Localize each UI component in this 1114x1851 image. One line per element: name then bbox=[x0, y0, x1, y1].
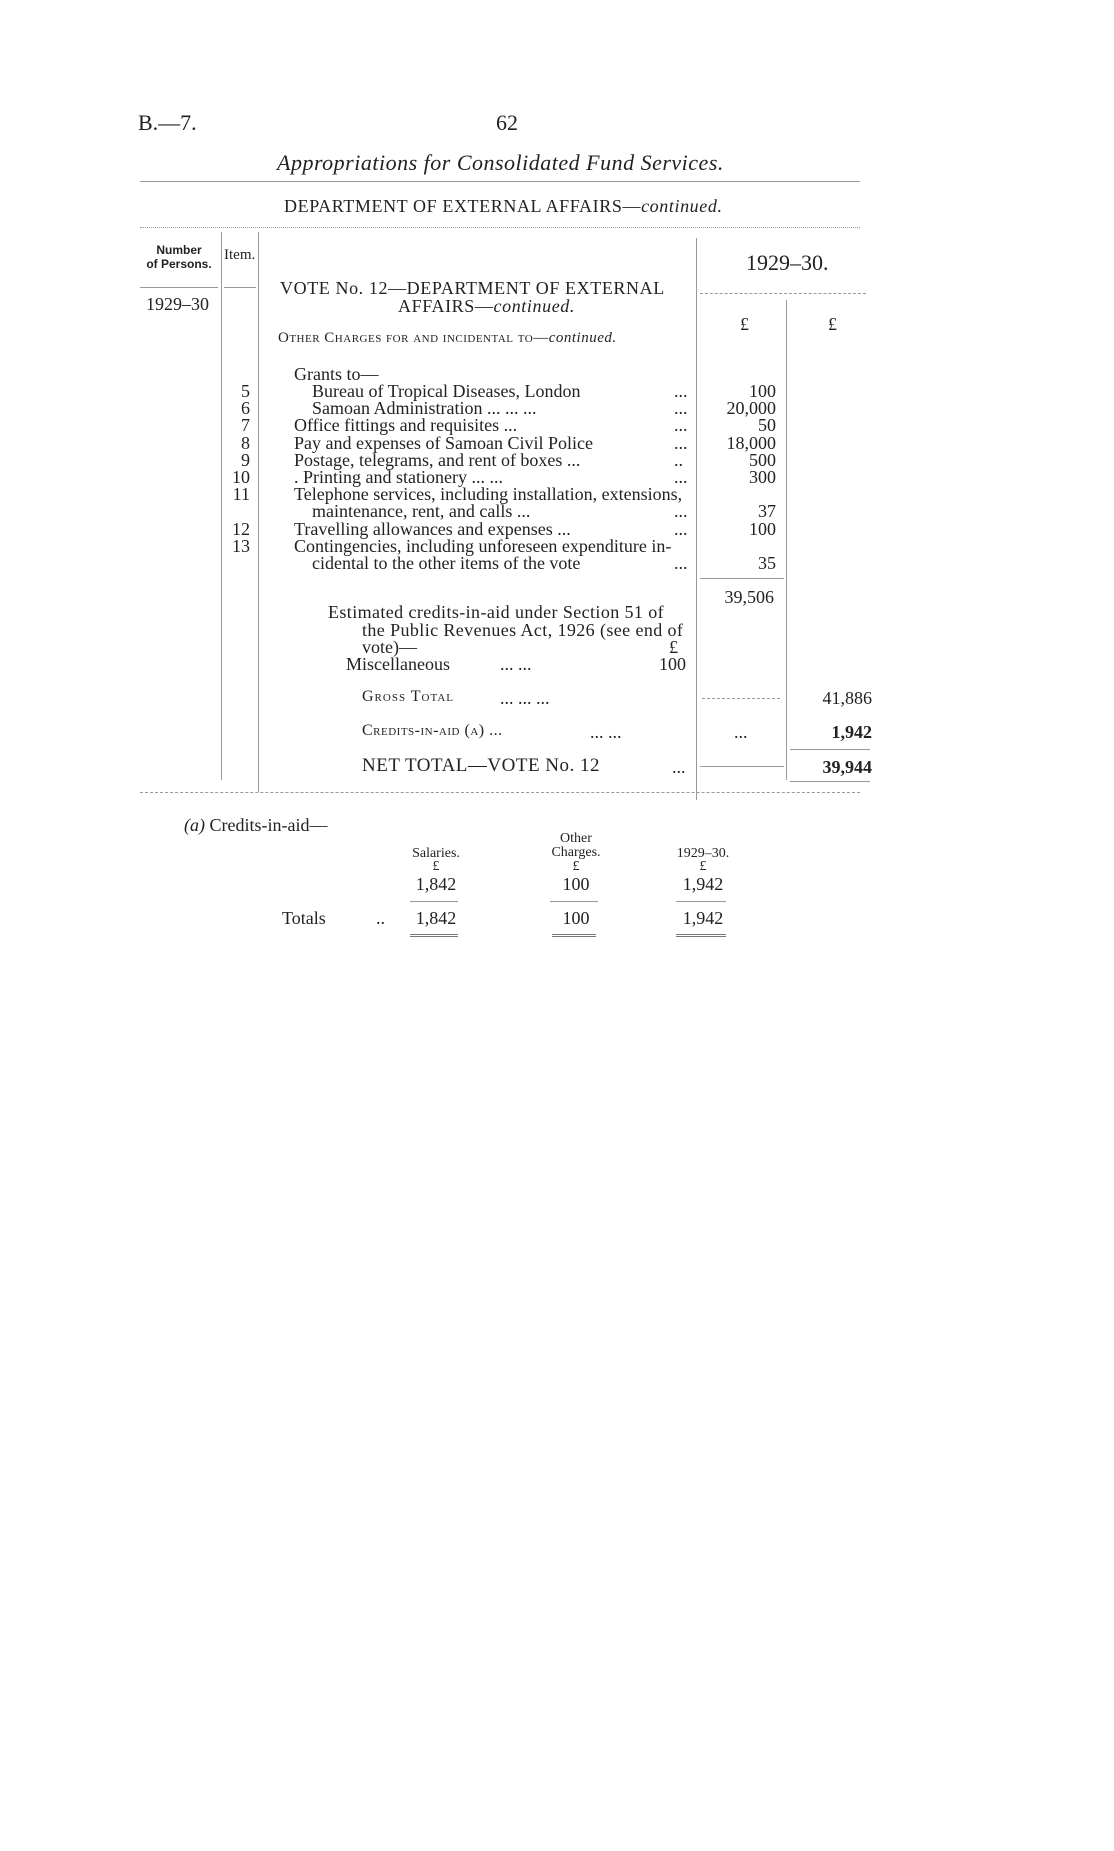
footnote-totals-label: Totals bbox=[282, 908, 326, 928]
vote-title-line-2-text: AFFAIRS— bbox=[398, 296, 494, 316]
item-number: 7 bbox=[241, 415, 250, 436]
footnote-other-header-line-1: Other bbox=[560, 831, 592, 846]
item-amount: 37 bbox=[758, 501, 776, 522]
footnote-other-header-line-2: Charges. bbox=[551, 845, 601, 860]
item-description-line: . Printing and stationery ... ... bbox=[294, 467, 503, 487]
credits-note-line-2: the Public Revenues Act, 1926 (see end of bbox=[362, 620, 684, 640]
number-of-persons-header bbox=[140, 243, 218, 271]
pound-column-2: £ bbox=[828, 314, 837, 334]
item-description-line: Travelling allowances and expenses ... bbox=[294, 518, 571, 539]
item-description-line: Postage, telegrams, and rent of boxes ... bbox=[294, 449, 581, 470]
footnote-double-rule-salaries bbox=[410, 934, 458, 937]
footnote-marker: (a) bbox=[184, 815, 205, 835]
item-leader-dots: ... bbox=[674, 381, 688, 401]
column-rule-amount bbox=[786, 300, 787, 780]
item-description-line: maintenance, rent, and calls ... bbox=[312, 501, 531, 522]
year-header-rule bbox=[700, 293, 866, 294]
item-description-line: Office fittings and requisites ... bbox=[294, 415, 518, 436]
footnote-totals-year: 1,942 bbox=[682, 908, 724, 928]
vote-subheading-text: Other Charges for and incidental to— bbox=[278, 330, 549, 346]
footnote-totals-salaries: 1,842 bbox=[415, 908, 457, 928]
net-total-rule-bottom bbox=[790, 781, 870, 782]
miscellaneous-amount: 100 bbox=[659, 654, 686, 674]
item-amount: 100 bbox=[749, 381, 776, 401]
vote-title-continued: continued. bbox=[493, 296, 575, 316]
item-number: 10 bbox=[232, 467, 250, 487]
vote-title-line-1: VOTE No. 12—DEPARTMENT OF EXTERNAL bbox=[280, 278, 665, 298]
table-top-rule bbox=[140, 227, 860, 228]
item-number: 11 bbox=[232, 484, 250, 505]
item-description-line: Pay and expenses of Samoan Civil Police bbox=[294, 432, 593, 453]
net-total-value: 39,944 bbox=[822, 757, 872, 777]
department-heading bbox=[284, 196, 723, 217]
footnote-other-value: 100 bbox=[562, 874, 590, 894]
item-amount: 500 bbox=[749, 449, 776, 470]
item-amount: 300 bbox=[749, 467, 776, 487]
credits-in-aid-mid-dots: ... bbox=[734, 722, 748, 742]
gross-total-label: Gross Total bbox=[362, 688, 455, 705]
net-total-label: NET TOTAL—VOTE No. 12 bbox=[362, 755, 601, 776]
footnote-salaries-value: 1,842 bbox=[415, 874, 457, 894]
miscellaneous-dots: ... ... bbox=[500, 654, 532, 674]
persons-year: 1929–30 bbox=[146, 294, 209, 314]
column-rule-description bbox=[696, 238, 697, 800]
footnote-double-rule-year bbox=[676, 934, 726, 937]
grants-to-label: Grants to— bbox=[294, 364, 379, 384]
pound-column-1: £ bbox=[740, 314, 749, 334]
footnote-pound-other: £ bbox=[572, 859, 580, 874]
footnote-totals-other: 100 bbox=[562, 908, 590, 928]
net-total-mid-rule bbox=[700, 766, 784, 767]
item-amount: 20,000 bbox=[726, 398, 776, 419]
page-number: 62 bbox=[496, 110, 518, 135]
item-amount: 50 bbox=[758, 415, 776, 436]
item-header: Item. bbox=[224, 247, 256, 263]
item-number: 13 bbox=[232, 535, 250, 556]
footnote-rule-year bbox=[676, 901, 726, 902]
footnote-pound-salaries: £ bbox=[432, 859, 440, 874]
footnote-label: Credits-in-aid— bbox=[209, 815, 328, 835]
document-reference: B.—7. bbox=[138, 110, 197, 135]
net-total-rule-top bbox=[790, 749, 870, 750]
credits-note-line-3: vote)— bbox=[362, 637, 417, 657]
item-description-line: Bureau of Tropical Diseases, London bbox=[312, 381, 581, 401]
item-description-line: Samoan Administration ... ... ... bbox=[312, 398, 537, 419]
table-bottom-rule bbox=[140, 792, 860, 793]
credits-note-pound: £ bbox=[669, 637, 678, 657]
credits-in-aid-value: 1,942 bbox=[831, 722, 872, 742]
footnote-double-rule-other bbox=[552, 934, 596, 937]
net-total-dots: ... bbox=[672, 757, 686, 777]
item-leader-dots: ... bbox=[674, 518, 688, 539]
footnote-totals-dots: .. bbox=[376, 908, 385, 928]
item-description-line: Contingencies, including unforeseen expenditure in- bbox=[294, 535, 672, 556]
miscellaneous-label: Miscellaneous bbox=[346, 654, 450, 674]
persons-header-rule bbox=[140, 287, 218, 288]
department-heading-continued: continued. bbox=[641, 196, 723, 216]
credits-in-aid-label bbox=[362, 722, 503, 740]
item-amount: 35 bbox=[758, 553, 776, 573]
item-leader-dots: ... bbox=[674, 467, 688, 487]
item-leader-dots: ... bbox=[674, 398, 688, 419]
credits-in-aid-dots: ... ... bbox=[590, 722, 622, 742]
credits-in-aid-label-text: Credits-in-aid (a) ... bbox=[362, 722, 503, 739]
vote-subheading bbox=[278, 330, 617, 347]
item-number: 12 bbox=[232, 518, 250, 539]
subtotal-value: 39,506 bbox=[724, 587, 774, 607]
year-header: 1929–30. bbox=[746, 250, 829, 275]
vote-subheading-continued: continued. bbox=[548, 330, 617, 346]
item-number: 8 bbox=[241, 432, 250, 453]
gross-total-value: 41,886 bbox=[822, 688, 872, 708]
footnote-rule-salaries bbox=[410, 901, 458, 902]
item-description-line: Telephone services, including installation, extensions, bbox=[294, 484, 683, 505]
gross-total-dots: ... ... ... bbox=[500, 688, 550, 708]
subtotal-rule bbox=[700, 578, 784, 579]
title-rule bbox=[140, 181, 860, 182]
footnote-heading bbox=[184, 815, 327, 836]
item-amount: 100 bbox=[749, 518, 776, 539]
credits-note-line-1: Estimated credits-in-aid under Section 51 of bbox=[328, 602, 665, 622]
number-header-line-2: of Persons. bbox=[146, 257, 212, 271]
item-description-line: cidental to the other items of the vote bbox=[312, 553, 581, 573]
page-title: Appropriations for Consolidated Fund Services. bbox=[277, 150, 724, 175]
item-number: 5 bbox=[241, 381, 250, 401]
item-leader-dots: ... bbox=[674, 553, 688, 573]
footnote-rule-other bbox=[550, 901, 598, 902]
footnote-year-header: 1929–30. bbox=[676, 846, 730, 861]
footnote-pound-year: £ bbox=[699, 859, 707, 874]
footnote-year-value: 1,942 bbox=[682, 874, 724, 894]
item-leader-dots: ... bbox=[674, 415, 688, 436]
department-heading-text: DEPARTMENT OF EXTERNAL AFFAIRS— bbox=[284, 196, 642, 216]
item-amount: 18,000 bbox=[726, 432, 776, 453]
item-leader-dots: .. bbox=[674, 449, 683, 470]
gross-total-rule bbox=[702, 698, 780, 699]
item-leader-dots: ... bbox=[674, 501, 688, 522]
item-header-rule bbox=[224, 287, 256, 288]
item-leader-dots: ... bbox=[674, 432, 688, 453]
footnote-salaries-header: Salaries. bbox=[412, 846, 460, 861]
vote-title-line-2 bbox=[398, 296, 575, 317]
column-rule-persons bbox=[221, 232, 222, 780]
item-number: 9 bbox=[241, 449, 250, 470]
item-number: 6 bbox=[241, 398, 250, 419]
column-rule-item bbox=[258, 232, 259, 792]
footnote-other-header bbox=[540, 832, 612, 860]
number-header-line-1: Number bbox=[156, 243, 202, 257]
